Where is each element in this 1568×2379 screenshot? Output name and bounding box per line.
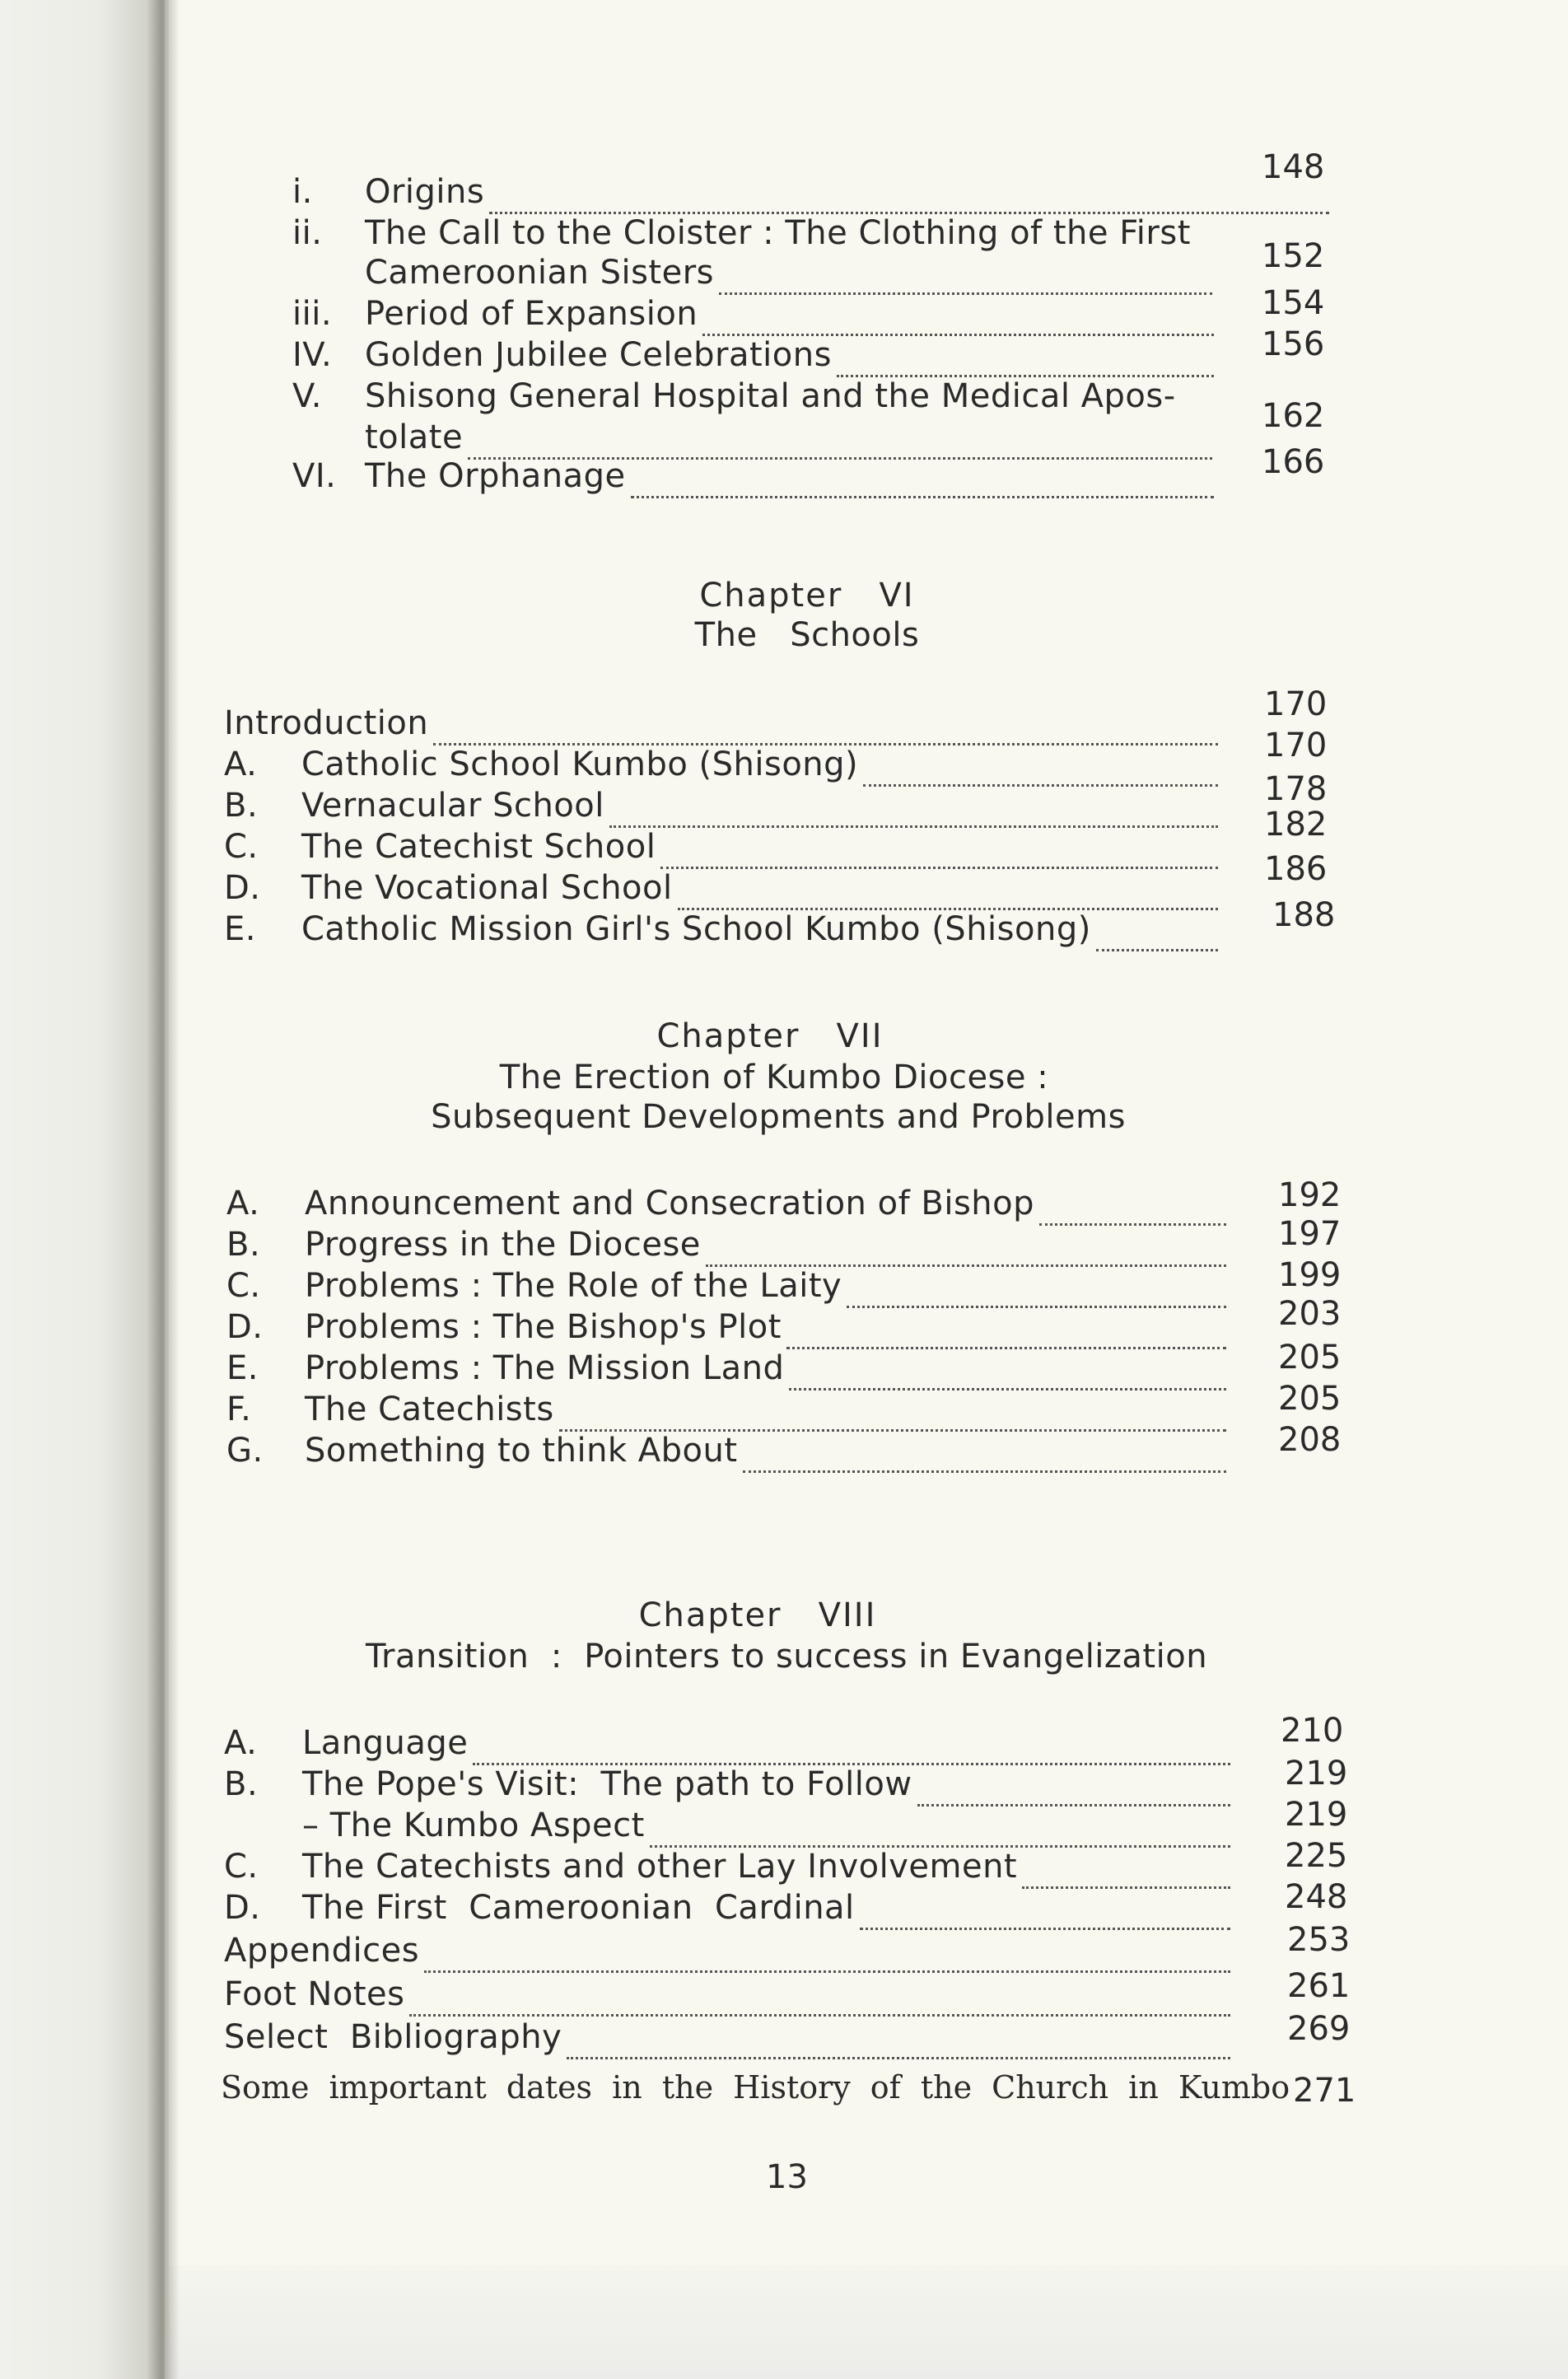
- dot-leader: [863, 753, 1218, 787]
- toc-entry-page: 210: [1281, 1712, 1344, 1750]
- toc-entry: [292, 377, 1334, 415]
- dot-leader: [702, 302, 1214, 336]
- toc-entry-label: G.: [226, 1432, 264, 1470]
- dot-leader: [567, 2026, 1230, 2059]
- toc-entry-page: 192: [1278, 1176, 1342, 1214]
- dot-leader: [631, 465, 1214, 498]
- toc-entry: [224, 828, 1223, 866]
- toc-entry-label: C.: [224, 1848, 259, 1886]
- book-gutter: [147, 0, 180, 2379]
- toc-entry: [224, 2018, 1235, 2056]
- toc-entry-page: 166: [1262, 443, 1325, 481]
- toc-entry-title: Catholic School Kumbo (Shisong): [301, 745, 859, 783]
- toc-entry-label: A.: [224, 1724, 258, 1762]
- dot-leader: [786, 1316, 1226, 1349]
- toc-entry-title: Period of Expansion: [365, 295, 698, 333]
- toc-entry: [224, 1975, 1235, 2013]
- toc-entry-continuation: [365, 418, 1217, 456]
- toc-entry-title: The Pope's Visit: The path to Follow: [302, 1765, 912, 1803]
- toc-entry-title: Introduction: [224, 704, 429, 742]
- toc-entry-title: Cameroonian Sisters: [365, 254, 714, 292]
- toc-entry: [221, 2069, 1290, 2106]
- toc-entry-page: 156: [1262, 325, 1325, 363]
- dot-leader: [917, 1773, 1230, 1806]
- toc-entry-title: tolate: [365, 418, 464, 456]
- toc-entry-title: Some important dates in the History of the Church in Kumbo: [221, 2069, 1290, 2106]
- toc-entry-title: Language: [302, 1724, 469, 1762]
- dot-leader: [860, 1896, 1230, 1930]
- toc-entry-page: 178: [1264, 770, 1328, 808]
- toc-entry-title: Something to think About: [305, 1432, 738, 1470]
- toc-entry-label: E.: [226, 1349, 259, 1387]
- toc-entry-continuation: [365, 254, 1217, 292]
- toc-entry-title: Vernacular School: [301, 787, 604, 825]
- toc-entry-title: Catholic Mission Girl's School Kumbo (Shisong): [301, 910, 1091, 948]
- toc-entry-page: 203: [1278, 1295, 1342, 1333]
- toc-entry-page: 205: [1278, 1380, 1342, 1418]
- toc-entry-page: 269: [1287, 2010, 1351, 2048]
- dot-leader: [678, 876, 1218, 910]
- toc-entry-page: 188: [1272, 896, 1336, 934]
- toc-entry-title: The First Cameroonian Cardinal: [302, 1889, 855, 1927]
- toc-entry-label: D.: [224, 1889, 261, 1927]
- toc-entry-page: 225: [1285, 1837, 1348, 1875]
- toc-entry-label: B.: [224, 787, 259, 825]
- toc-entry-page: 170: [1264, 727, 1328, 764]
- toc-entry-page: 253: [1287, 1921, 1351, 1959]
- toc-entry-label: D.: [224, 869, 261, 907]
- dot-leader: [473, 1732, 1230, 1765]
- toc-entry: [292, 173, 1334, 211]
- toc-entry-label: A.: [226, 1185, 260, 1222]
- toc-entry-title: Select Bibliography: [224, 2018, 562, 2056]
- toc-entry-title: Problems : The Mission Land: [305, 1349, 785, 1387]
- toc-entry: [224, 745, 1223, 783]
- toc-entry-title: The Catechists and other Lay Involvement: [302, 1848, 1018, 1886]
- chapter-heading: Chapter VI: [699, 577, 915, 615]
- toc-entry: [224, 910, 1223, 948]
- toc-entry-title: The Orphanage: [365, 457, 626, 495]
- toc-entry: [224, 1724, 1235, 1762]
- toc-entry-page: 205: [1278, 1339, 1342, 1376]
- toc-entry-title: Foot Notes: [224, 1975, 405, 2013]
- toc-entry-page: 152: [1262, 237, 1325, 275]
- toc-entry-page: 154: [1262, 284, 1325, 322]
- chapter-subtitle: Subsequent Developments and Problems: [431, 1098, 1126, 1136]
- toc-entry: [226, 1267, 1231, 1305]
- dot-leader: [468, 426, 1212, 460]
- toc-entry: [224, 704, 1223, 742]
- toc-entry-label: iii.: [292, 295, 333, 333]
- toc-entry: [226, 1390, 1231, 1428]
- toc-entry: [224, 1765, 1235, 1803]
- dot-leader: [837, 344, 1214, 377]
- dot-leader: [706, 1233, 1226, 1267]
- dot-leader: [650, 1814, 1230, 1848]
- toc-entry-title: The Catechist School: [301, 828, 656, 866]
- toc-entry-label: ii.: [292, 214, 323, 252]
- toc-entry: [224, 1889, 1235, 1927]
- toc-entry: [302, 1806, 1235, 1844]
- toc-entry-page: 182: [1264, 806, 1328, 844]
- page-number: 13: [766, 2158, 808, 2196]
- toc-entry: [226, 1432, 1231, 1470]
- toc-entry-title: Announcement and Consecration of Bishop: [305, 1185, 1035, 1222]
- toc-entry-label: E.: [224, 910, 256, 948]
- dot-leader: [847, 1274, 1226, 1308]
- toc-entry-label: D.: [226, 1308, 264, 1346]
- toc-entry-title: Problems : The Role of the Laity: [305, 1267, 842, 1305]
- chapter-subtitle: Transition : Pointers to success in Evangelization: [365, 1638, 1208, 1676]
- toc-entry-page: 219: [1285, 1755, 1348, 1792]
- toc-entry: [226, 1185, 1231, 1222]
- toc-entry-title: Shisong General Hospital and the Medical Apos-: [365, 377, 1176, 415]
- dot-leader: [660, 835, 1218, 869]
- toc-entry-label: i.: [292, 173, 313, 211]
- dot-leader: [789, 1357, 1226, 1390]
- toc-entry-label: C.: [224, 828, 259, 866]
- toc-entry: [224, 1848, 1235, 1886]
- toc-entry-label: B.: [224, 1765, 259, 1803]
- toc-entry-page: 248: [1285, 1878, 1348, 1916]
- toc-entry-title: Golden Jubilee Celebrations: [365, 336, 832, 374]
- toc-entry-page: 170: [1264, 685, 1328, 723]
- toc-entry-label: A.: [224, 745, 258, 783]
- toc-entry: [292, 214, 1334, 252]
- toc-entry-page: 208: [1278, 1421, 1342, 1459]
- dot-leader: [609, 794, 1218, 828]
- facing-page-edge: [0, 0, 165, 2379]
- toc-entry-label: B.: [226, 1226, 261, 1264]
- chapter-subtitle: The Schools: [694, 616, 920, 654]
- toc-entry: [226, 1349, 1231, 1387]
- dot-leader: [424, 1939, 1230, 1973]
- toc-entry: [224, 787, 1223, 825]
- dot-leader: [559, 1398, 1226, 1432]
- toc-entry-title: Progress in the Diocese: [305, 1226, 701, 1264]
- toc-entry-page: 219: [1285, 1796, 1348, 1834]
- toc-entry-title: The Call to the Cloister : The Clothing of the First: [365, 214, 1191, 252]
- toc-entry: [292, 457, 1219, 495]
- toc-entry: [226, 1308, 1231, 1346]
- dot-leader: [409, 1983, 1230, 2017]
- toc-entry-title: Problems : The Bishop's Plot: [305, 1308, 782, 1346]
- page-bottom-shade: [169, 2265, 1568, 2379]
- toc-entry-page: 186: [1264, 850, 1328, 888]
- toc-entry-title: Appendices: [224, 1932, 420, 1970]
- toc-entry-page: 271: [1293, 2072, 1356, 2110]
- toc-entry-title: Origins: [365, 173, 485, 211]
- dot-leader: [433, 712, 1218, 745]
- toc-entry-page: 148: [1262, 148, 1325, 186]
- dot-leader: [719, 261, 1212, 295]
- dot-leader: [1096, 918, 1218, 951]
- toc-entry-label: C.: [226, 1267, 261, 1305]
- toc-entry-title: The Catechists: [305, 1390, 554, 1428]
- toc-entry-page: 197: [1278, 1215, 1342, 1253]
- dot-leader: [1039, 1192, 1226, 1226]
- toc-entry-label: V.: [292, 377, 322, 415]
- dot-leader: [743, 1439, 1226, 1473]
- toc-entry-title: – The Kumbo Aspect: [302, 1806, 645, 1844]
- toc-entry-label: VI.: [292, 457, 337, 495]
- toc-entry-page: 199: [1278, 1256, 1342, 1294]
- dot-leader: [1022, 1855, 1230, 1889]
- chapter-heading: Chapter VII: [656, 1017, 884, 1055]
- toc-entry-page: 261: [1287, 1967, 1351, 2005]
- toc-entry-title: The Vocational School: [301, 869, 673, 907]
- toc-entry-label: F.: [226, 1390, 252, 1428]
- toc-entry: [292, 295, 1219, 333]
- chapter-heading: Chapter VIII: [638, 1596, 877, 1634]
- toc-entry-page: 162: [1262, 397, 1325, 435]
- toc-entry: [224, 1932, 1235, 1970]
- toc-entry: [226, 1226, 1231, 1264]
- toc-entry: [224, 869, 1223, 907]
- toc-entry: [292, 336, 1219, 374]
- chapter-subtitle: The Erection of Kumbo Diocese :: [499, 1059, 1049, 1096]
- dot-leader: [489, 180, 1329, 214]
- toc-entry-label: IV.: [292, 336, 333, 374]
